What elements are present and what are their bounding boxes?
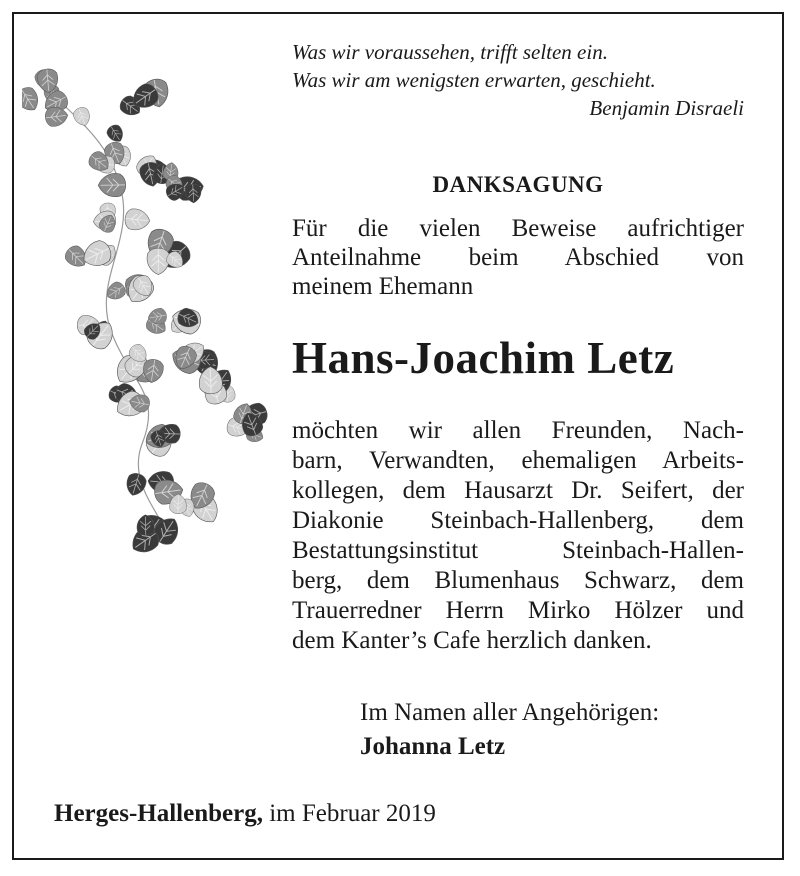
body-line: möchten wir allen Freunden, Nach- [292,417,744,444]
closing-block [360,696,780,764]
body-line: barn, Verwandten, ehemaligen Arbeits- [292,447,744,474]
place-name: Herges-Hallenberg, [54,800,263,827]
deceased-name: Hans-Joachim Letz [292,333,675,383]
obituary-notice [12,12,784,860]
intro-line: Anteilnahme beim Abschied von [292,244,744,271]
ivy-leaves-icon [22,64,272,564]
thanks-paragraph [292,416,744,656]
body-line: Bestattungsinstitut Steinbach-Hallen- [292,537,744,564]
signer-name: Johanna Letz [360,733,506,760]
intro-line: Für die vielen Beweise aufrichtiger [292,215,744,242]
body-line: dem Kanter’s Cafe herzlich danken. [292,627,652,654]
place-date-line [54,800,774,828]
body-line: Diakonie Steinbach-Hallenberg, dem [292,507,744,534]
quote-author: Benjamin Disraeli [589,96,744,120]
body-line: kollegen, dem Hausarzt Dr. Seifert, der [292,477,744,504]
intro-paragraph [292,214,744,301]
date-text: im Februar 2019 [269,800,436,827]
intro-line: meinem Ehemann [292,273,474,300]
epigraph-quote [292,38,744,122]
body-line: berg, dem Blumenhaus Schwarz, dem [292,567,744,594]
notice-heading: DANKSAGUNG [432,172,604,197]
quote-line-1: Was wir voraussehen, trifft selten ein. [292,40,608,64]
body-line: Trauerredner Herrn Mirko Hölzer und [292,597,744,624]
quote-line-2: Was wir am wenigsten erwarten, geschieht. [292,68,656,92]
closing-line: Im Namen aller Angehörigen: [360,699,660,726]
